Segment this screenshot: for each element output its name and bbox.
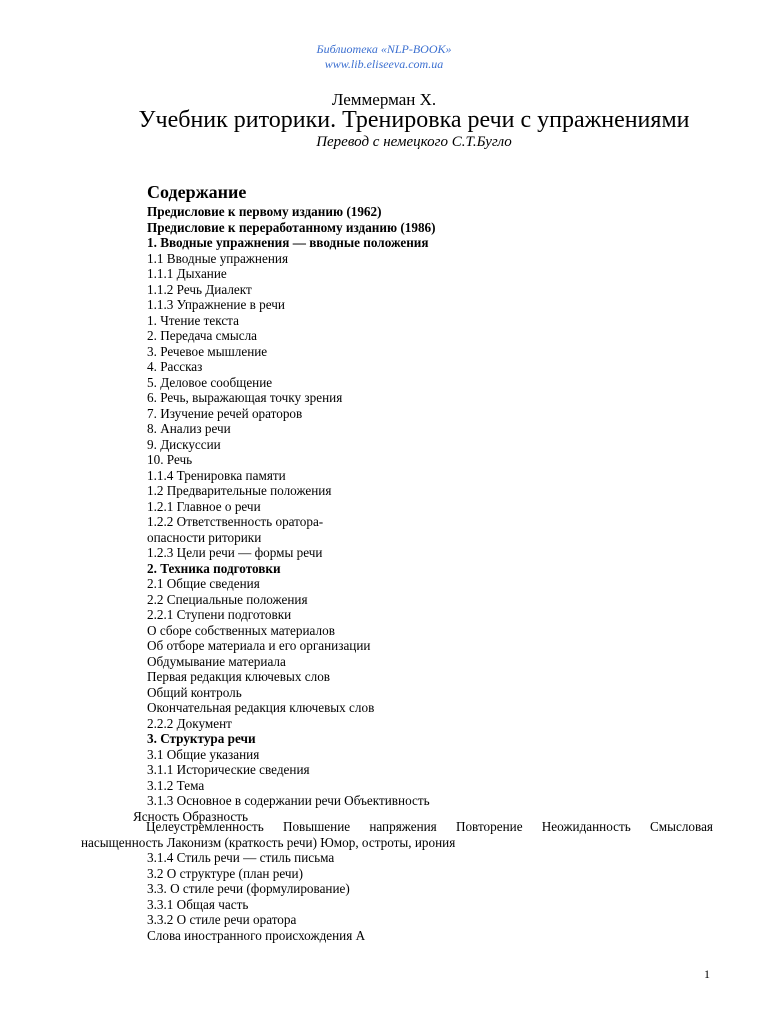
toc-heading: Содержание: [147, 182, 247, 202]
toc-item: 1.2.2 Ответственность оратора-: [147, 514, 324, 529]
toc-item: 1.1.3 Упражнение в речи: [147, 297, 285, 312]
toc-item: Обдумывание материала: [147, 653, 286, 669]
toc-item: 2. Техника подготовки: [147, 560, 281, 576]
library-website[interactable]: www.lib.eliseeva.com.ua: [324, 57, 444, 71]
toc-item: 10. Речь: [147, 452, 193, 467]
toc-item: 1. Вводные упражнения — вводные положения: [147, 235, 429, 250]
toc-item: 1.2.3 Цели речи — формы речи: [147, 545, 323, 560]
translation-credit: Перевод с немецкого С.Т.Бугло: [316, 134, 512, 150]
toc-item: Окончательная редакция ключевых слов: [147, 700, 375, 715]
toc-item: 3. Структура речи: [147, 731, 256, 746]
toc-list: [133, 204, 717, 824]
toc-item: Слова иностранного происхождения А: [147, 927, 366, 943]
toc-item: 3. Речевое мышление: [147, 343, 268, 359]
toc-item: 7. Изучение речей ораторов: [147, 405, 303, 421]
toc-item: 1.2.1 Главное о речи: [147, 498, 261, 514]
toc-item: 2.1 Общие сведения: [147, 576, 260, 591]
toc-item: опасности риторики: [147, 529, 262, 545]
toc-item: Предисловие к первому изданию (1962): [147, 204, 382, 219]
library-name: Библиотека «NLP-BOOK»: [316, 42, 452, 56]
toc-item: 3.2 О структуре (план речи): [147, 865, 303, 881]
library-header: [0, 42, 768, 72]
toc-item: Первая редакция ключевых слов: [147, 669, 331, 684]
toc-item: 2. Передача смысла: [147, 328, 258, 343]
toc-item: Общий контроль: [147, 684, 242, 700]
toc-item: 5. Деловое сообщение: [147, 374, 273, 390]
toc-item: О сборе собственных материалов: [147, 622, 335, 638]
toc-paragraph-line-1: Целеустремленность Повышение напряжения Повторение Неожиданность Смысловая: [146, 819, 713, 834]
toc-item: 2.2.2 Документ: [147, 715, 232, 731]
toc-item: 1.1 Вводные упражнения: [147, 250, 289, 266]
toc-item: 1.2 Предварительные положения: [147, 483, 332, 498]
toc-list-continued: [147, 850, 717, 943]
toc-item: 9. Дискуссии: [147, 436, 221, 452]
toc-item: 6. Речь, выражающая точку зрения: [147, 390, 343, 405]
toc-item: Ясность Образность: [133, 808, 249, 824]
toc-item: 2.2.1 Ступени подготовки: [147, 607, 292, 622]
toc-item: 1.1.1 Дыхание: [147, 266, 227, 281]
book-author: Леммерман Х.: [331, 90, 437, 109]
toc-paragraph-line-2: насыщенность Лаконизм (краткость речи) Юмор, остроты, ирония: [81, 834, 456, 850]
book-title: Учебник риторики. Тренировка речи с упражнениями: [138, 107, 690, 133]
toc-item: 8. Анализ речи: [147, 421, 231, 436]
toc-item: 1.1.4 Тренировка памяти: [147, 467, 286, 483]
toc-item: Предисловие к переработанному изданию (1986): [147, 219, 436, 235]
toc-item: 3.1 Общие указания: [147, 746, 260, 762]
toc-item: 3.1.2 Тема: [147, 777, 205, 793]
toc-paragraph: [81, 819, 713, 850]
toc-item: 2.2 Специальные положения: [147, 591, 308, 607]
toc-item: 3.3.1 Общая часть: [147, 896, 249, 912]
page-number: 1: [704, 967, 710, 981]
toc-item: 1.1.2 Речь Диалект: [147, 281, 252, 297]
toc-item: Об отборе материала и его организации: [147, 638, 371, 653]
toc-item: 1. Чтение текста: [147, 312, 239, 328]
toc-item: 3.3. О стиле речи (формулирование): [147, 881, 350, 896]
toc-item: 3.1.3 Основное в содержании речи Объективность: [147, 793, 430, 808]
toc-item: 3.1.4 Стиль речи — стиль письма: [147, 850, 335, 865]
toc-item: 3.3.2 О стиле речи оратора: [147, 912, 297, 927]
toc-item: 3.1.1 Исторические сведения: [147, 762, 310, 777]
toc-item: 4. Рассказ: [147, 359, 203, 374]
